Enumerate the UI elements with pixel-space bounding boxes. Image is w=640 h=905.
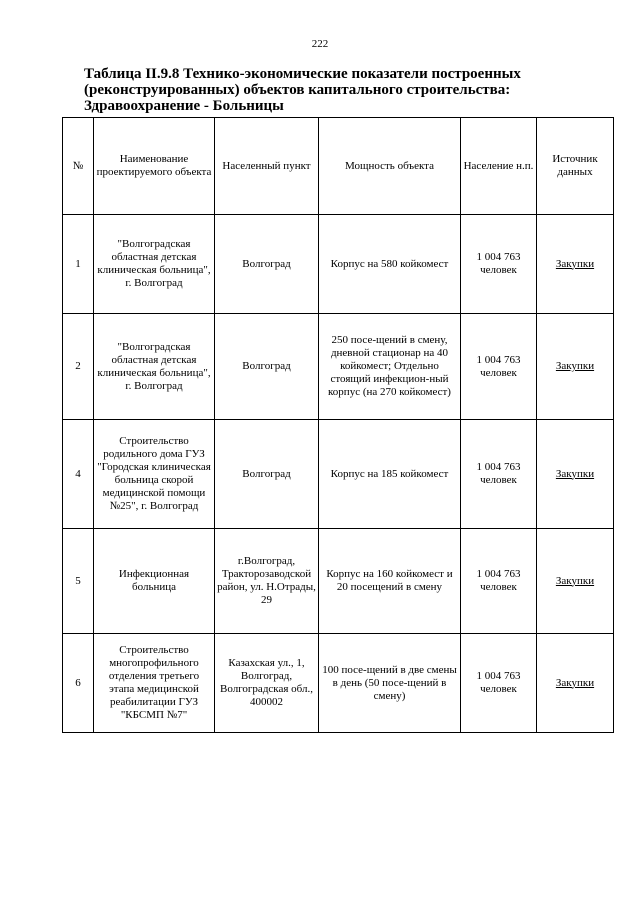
- table-row: [63, 634, 614, 733]
- cell-source: [537, 529, 614, 634]
- source-link[interactable]: Закупки: [555, 257, 595, 270]
- cell-number: 4: [63, 420, 94, 529]
- table-row: [63, 529, 614, 634]
- table-row: [63, 215, 614, 314]
- table-row: [63, 314, 614, 420]
- header-object-name: Наименование проектируемого объекта: [94, 118, 215, 215]
- cell-source: [537, 420, 614, 529]
- cell-object-name: "Волгоградская областная детская клиническая больница", г. Волгоград: [94, 314, 215, 420]
- table-row: [63, 420, 614, 529]
- cell-population: 1 004 763 человек: [461, 314, 537, 420]
- cell-capacity: Корпус на 580 койкомест: [319, 215, 461, 314]
- source-link[interactable]: Закупки: [555, 574, 595, 587]
- page-number: 222: [311, 38, 329, 50]
- cell-source: [537, 215, 614, 314]
- cell-capacity: Корпус на 160 койкомест и 20 посещений в смену: [319, 529, 461, 634]
- cell-source: [537, 634, 614, 733]
- cell-locality: Казахская ул., 1, Волгоград, Волгоградская обл., 400002: [215, 634, 319, 733]
- cell-locality: Волгоград: [215, 215, 319, 314]
- cell-source: [537, 314, 614, 420]
- cell-object-name: Инфекционная больница: [94, 529, 215, 634]
- header-locality: Населенный пункт: [215, 118, 319, 215]
- cell-population: 1 004 763 человек: [461, 634, 537, 733]
- cell-locality: Волгоград: [215, 314, 319, 420]
- cell-population: 1 004 763 человек: [461, 529, 537, 634]
- source-link[interactable]: Закупки: [555, 360, 595, 372]
- cell-capacity: 250 посе-щений в смену, дневной стационар на 40 койкомест; Отдельно стоящий инфекцион-ный корпус (на 270 койкомест): [319, 314, 461, 420]
- cell-number: 6: [63, 634, 94, 733]
- cell-number: 1: [63, 215, 94, 314]
- cell-population: 1 004 763 человек: [461, 420, 537, 529]
- header-source: Источник данных: [537, 118, 614, 215]
- cell-object-name: Строительство родильного дома ГУЗ "Городская клиническая больница скорой медицинской помощи №25", г. Волгоград: [94, 420, 215, 529]
- cell-number: 2: [63, 314, 94, 420]
- table-header-row: [63, 118, 614, 215]
- header-population: Население н.п.: [461, 118, 537, 215]
- cell-object-name: Строительство многопрофильного отделения третьего этапа медицинской реабилитации ГУЗ "КБСМП №7": [94, 634, 215, 733]
- header-number: №: [63, 118, 94, 215]
- cell-capacity: 100 посе-щений в две смены в день (50 посе-щений в смену): [319, 634, 461, 733]
- table-title: Таблица II.9.8 Технико-экономические показатели построенных (реконструированных) объектов капитального строительства: Здравоохранение - Больницы: [84, 66, 521, 114]
- cell-capacity: Корпус на 185 койкомест: [319, 420, 461, 529]
- header-capacity: Мощность объекта: [319, 118, 461, 215]
- cell-locality: Волгоград: [215, 420, 319, 529]
- cell-locality: г.Волгоград, Тракторозаводской район, ул. Н.Отрады, 29: [215, 529, 319, 634]
- cell-object-name: "Волгоградская областная детская клиническая больница", г. Волгоград: [94, 215, 215, 314]
- source-link[interactable]: Закупки: [555, 676, 595, 689]
- source-link[interactable]: Закупки: [555, 467, 595, 480]
- cell-population: 1 004 763 человек: [461, 215, 537, 314]
- hospitals-table: [62, 117, 614, 733]
- cell-number: 5: [63, 529, 94, 634]
